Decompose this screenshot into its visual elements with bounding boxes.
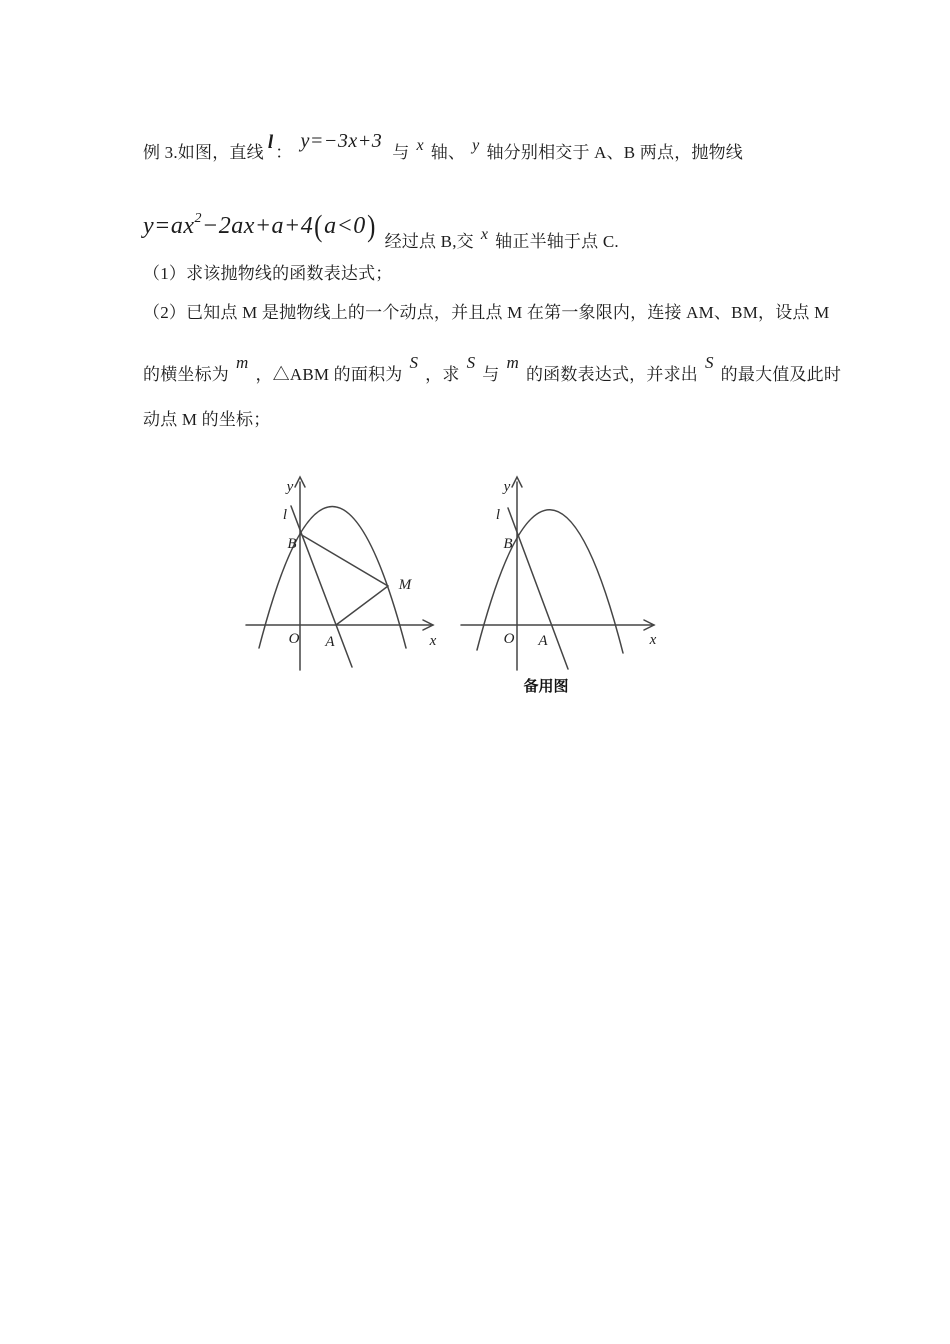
- p5-t6-text: 的最大值及此时: [720, 365, 842, 384]
- left-label-B: B: [287, 536, 297, 552]
- eq-exponent: 2: [194, 211, 202, 226]
- question-1: （1）求该抛物线的函数表达式；: [143, 264, 393, 283]
- left-label-l: l: [282, 507, 288, 523]
- p5-t2-text: ，△ABM 的面积为: [255, 365, 403, 384]
- s-variable-1: S: [409, 353, 419, 372]
- y-axis-variable: y: [472, 137, 480, 154]
- problem-statement-line-2: [143, 208, 619, 261]
- right-label-B: B: [503, 536, 513, 552]
- m-variable-1: m: [236, 353, 249, 372]
- p1-with-text: 与: [392, 143, 410, 162]
- left-label-y: y: [286, 479, 294, 495]
- question-2-line-1: （2）已知点 M 是抛物线上的一个动点，并且点 M 在第一象限内，连接 AM、BM，设点 M: [143, 303, 830, 322]
- eq-condition: a<0: [324, 213, 366, 239]
- x-axis-variable: x: [416, 137, 424, 154]
- p5-t3-text: ，求: [425, 365, 460, 384]
- question-2-line-3: 动点 M 的坐标；: [143, 410, 271, 429]
- p2-rest1-text: 经过点 B,交: [384, 232, 474, 251]
- parabola-equation: [143, 208, 377, 243]
- segment-AM: [336, 586, 388, 625]
- p2-rest2-text: 轴正半轴于点 C.: [495, 232, 619, 251]
- line-equation: y=−3x+3: [300, 130, 383, 152]
- p1-rest-text: 轴分别相交于 A、B 两点，抛物线: [486, 143, 743, 162]
- p5-t1-text: 的横坐标为: [143, 365, 229, 384]
- p5-t5-text: 的函数表达式，并求出: [525, 365, 698, 384]
- left-label-O: O: [288, 631, 300, 647]
- left-label-x: x: [429, 633, 437, 649]
- left-label-A: A: [325, 634, 335, 650]
- p1-prefix-text: 例 3.如图，直线: [143, 143, 264, 162]
- s-variable-2: S: [466, 353, 476, 372]
- problem-statement-line-1: [143, 130, 743, 167]
- line-name-variable: l: [267, 132, 274, 153]
- m-variable-2: m: [506, 353, 519, 372]
- eq-head: y=ax: [143, 213, 195, 239]
- figure-spare-graph: [455, 470, 665, 680]
- spare-figure-caption: 备用图: [523, 678, 569, 695]
- segment-BM: [300, 534, 388, 586]
- p1-colon: ：: [275, 143, 293, 162]
- right-paren: ): [366, 208, 376, 243]
- figure-main-graph: [240, 470, 440, 680]
- right-label-l: l: [495, 507, 501, 523]
- right-label-A: A: [538, 633, 548, 649]
- s-variable-3: S: [704, 353, 714, 372]
- right-label-y: y: [503, 479, 511, 495]
- right-label-O: O: [503, 631, 515, 647]
- p5-t4-text: 与: [482, 365, 500, 384]
- question-2-line-2: [143, 353, 842, 387]
- p1-axis1-text: 轴、: [430, 143, 466, 162]
- x-axis-variable-2: x: [480, 226, 489, 243]
- right-label-x: x: [649, 632, 657, 648]
- eq-tail: −2ax+a+4: [202, 213, 314, 239]
- left-label-M: M: [398, 577, 412, 593]
- left-parabola: [259, 507, 406, 649]
- left-paren: (: [314, 208, 323, 243]
- right-parabola: [477, 510, 623, 653]
